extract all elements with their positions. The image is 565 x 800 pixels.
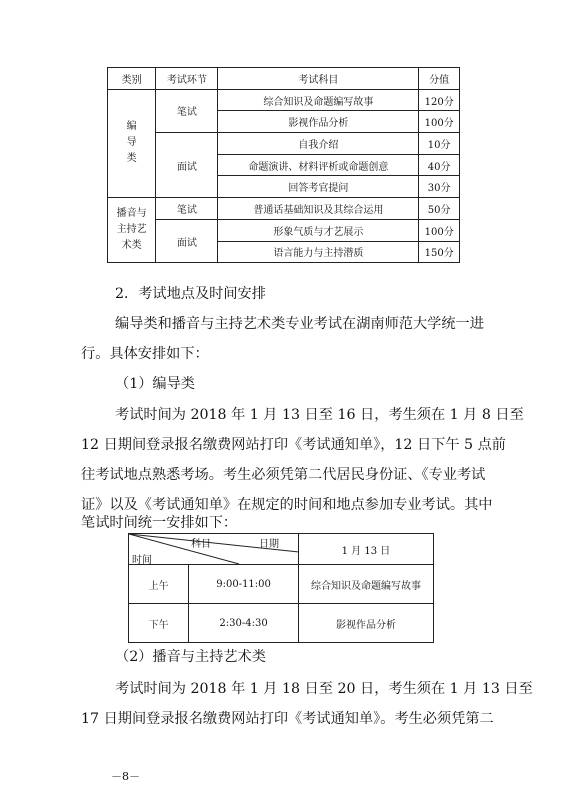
subject-cell: 形象气质与才艺展示 (218, 219, 419, 241)
paragraph-line: 证》以及《考试通知单》在规定的时间和地点参加专业考试。其中 (81, 497, 493, 513)
section-heading: 2．考试地点及时间安排 (115, 286, 266, 302)
paragraph-line: 笔试时间统一安排如下： (81, 515, 238, 531)
score-cell: 10分 (419, 133, 460, 155)
diag-label-time: 时间 (132, 555, 152, 566)
paragraph-line: 17 日期间登录报名缴费网站打印《考试通知单》。考生必须凭第二 (81, 711, 494, 727)
score-cell: 50分 (419, 198, 460, 220)
page-number: －8－ (111, 770, 140, 783)
stage-interview-1: 面试 (156, 133, 218, 198)
stage-written-2: 笔试 (156, 198, 218, 220)
subject-cell: 影视作品分析 (298, 604, 433, 643)
table-row (108, 133, 460, 155)
table-row (129, 604, 434, 643)
paragraph-line: 考试时间为 2018 年 1 月 18 日至 20 日，考生须在 1 月 13 日至 (115, 681, 533, 697)
diag-label-date: 日期 (259, 539, 279, 550)
subsection-heading: （2）播音与主持艺术类 (115, 649, 266, 665)
period-cell: 上午 (129, 565, 189, 604)
subject-cell: 回答考官提问 (218, 176, 419, 198)
header-score: 分值 (419, 68, 460, 90)
diag-label-subject: 科目 (191, 539, 211, 550)
table-row (108, 89, 460, 111)
header-stage: 考试环节 (156, 68, 218, 90)
table-row (108, 219, 460, 241)
score-cell: 150分 (419, 241, 460, 263)
paragraph-line: 往考试地点熟悉考场。考生必须凭第二代居民身份证、《专业考试 (81, 467, 486, 483)
stage-interview-2: 面试 (156, 219, 218, 262)
paragraph-line: 12 日期间登录报名缴费网站打印《考试通知单》，12 日下午 5 点前 (81, 437, 506, 453)
category-directing: 编 导 类 (108, 89, 156, 197)
stage-written-1: 笔试 (156, 89, 218, 132)
subject-cell: 影视作品分析 (218, 111, 419, 133)
period-cell: 下午 (129, 604, 189, 643)
paragraph-line: 行。具体安排如下： (81, 346, 209, 362)
table-row (108, 198, 460, 220)
subject-cell: 综合知识及命题编写故事 (218, 89, 419, 111)
score-cell: 30分 (419, 176, 460, 198)
paragraph-line: 编导类和播音与主持艺术类专业考试在湖南师范大学统一进 (115, 316, 484, 332)
score-cell: 120分 (419, 89, 460, 111)
schedule-header-row (129, 534, 434, 565)
time-cell: 2:30-4:30 (189, 604, 299, 643)
score-cell: 40分 (419, 154, 460, 176)
time-cell: 9:00-11:00 (189, 565, 299, 604)
subject-cell: 自我介绍 (218, 133, 419, 155)
table-header-row (108, 68, 460, 90)
subject-cell: 普通话基础知识及其综合运用 (218, 198, 419, 220)
written-exam-schedule-table (128, 533, 434, 643)
header-subject: 考试科目 (218, 68, 419, 90)
subsection-heading: （1）编导类 (115, 376, 195, 392)
subject-cell: 语言能力与主持潜质 (218, 241, 419, 263)
subject-cell: 命题演讲、材料评析或命题创意 (218, 154, 419, 176)
score-cell: 100分 (419, 111, 460, 133)
exam-subject-table (107, 67, 460, 263)
header-category: 类别 (108, 68, 156, 90)
date-header: 1 月 13 日 (298, 534, 433, 565)
diagonal-header-cell (129, 534, 299, 565)
category-broadcasting: 播音与 主持艺 术类 (108, 198, 156, 263)
score-cell: 100分 (419, 219, 460, 241)
paragraph-line: 考试时间为 2018 年 1 月 13 日至 16 日，考生须在 1 月 8 日至 (115, 407, 524, 423)
table-row (129, 565, 434, 604)
subject-cell: 综合知识及命题编写故事 (298, 565, 433, 604)
